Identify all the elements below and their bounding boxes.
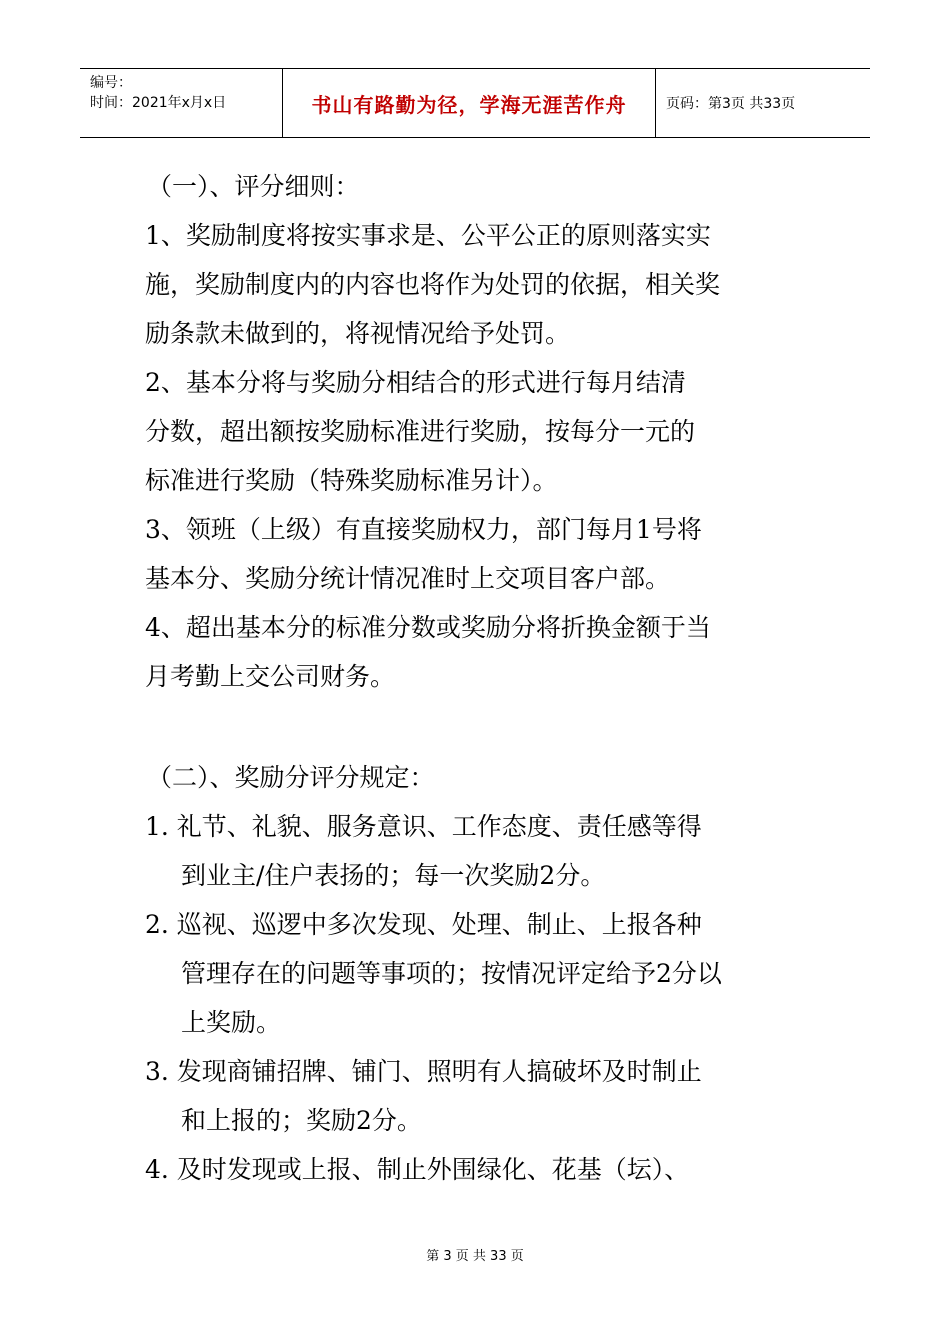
list-item-line: 上奖励。 bbox=[181, 1008, 282, 1037]
paragraph-line: 3、领班（上级）有直接奖励权力，部门每月1号将 bbox=[145, 515, 702, 544]
paragraph-line: 励条款未做到的，将视情况给予处罚。 bbox=[145, 319, 571, 348]
document-number-label: 编号： bbox=[90, 75, 132, 91]
page-header bbox=[80, 68, 870, 138]
document-body bbox=[145, 162, 815, 1194]
list-item-line: 到业主/住户表扬的；每一次奖励2分。 bbox=[181, 861, 606, 890]
list-item-line: 1. 礼节、礼貌、服务意识、工作态度、责任感等得 bbox=[145, 812, 702, 841]
page-footer: 第 3 页 共 33 页 bbox=[426, 1249, 524, 1264]
list-item-line: 4. 及时发现或上报、制止外围绿化、花基（坛）、 bbox=[145, 1155, 690, 1184]
section-heading: （二）、奖励分评分规定： bbox=[147, 763, 435, 792]
paragraph-line: 基本分、奖励分统计情况准时上交项目客户部。 bbox=[145, 564, 671, 593]
paragraph-line: 施，奖励制度内的内容也将作为处罚的依据，相关奖 bbox=[145, 270, 721, 299]
paragraph-line: 分数，超出额按奖励标准进行奖励，按每分一元的 bbox=[145, 417, 696, 446]
list-item-line: 管理存在的问题等事项的；按情况评定给予2分以 bbox=[181, 959, 722, 988]
header-page-info: 页码：第3页 共33页 bbox=[666, 96, 796, 112]
header-motto-cell bbox=[283, 69, 656, 137]
list-item-line: 3. 发现商铺招牌、铺门、照明有人搞破坏及时制止 bbox=[145, 1057, 702, 1086]
header-motto: 书山有路勤为径，学海无涯苦作舟 bbox=[311, 92, 627, 117]
document-date-label: 时间：2021年x月x日 bbox=[90, 95, 227, 111]
list-item-line: 和上报的；奖励2分。 bbox=[181, 1106, 422, 1135]
paragraph-line: 1、奖励制度将按实事求是、公平公正的原则落实实 bbox=[145, 221, 711, 250]
list-item-line: 2. 巡视、巡逻中多次发现、处理、制止、上报各种 bbox=[145, 910, 702, 939]
header-meta bbox=[80, 69, 283, 137]
paragraph-line: 4、超出基本分的标准分数或奖励分将折换金额于当 bbox=[145, 613, 711, 642]
section-heading: （一）、评分细则： bbox=[147, 172, 360, 201]
paragraph-line: 月考勤上交公司财务。 bbox=[145, 662, 396, 691]
paragraph-line: 2、基本分将与奖励分相结合的形式进行每月结清 bbox=[145, 368, 686, 397]
paragraph-line: 标准进行奖励（特殊奖励标准另计）。 bbox=[145, 466, 558, 495]
section-spacer bbox=[145, 701, 815, 753]
